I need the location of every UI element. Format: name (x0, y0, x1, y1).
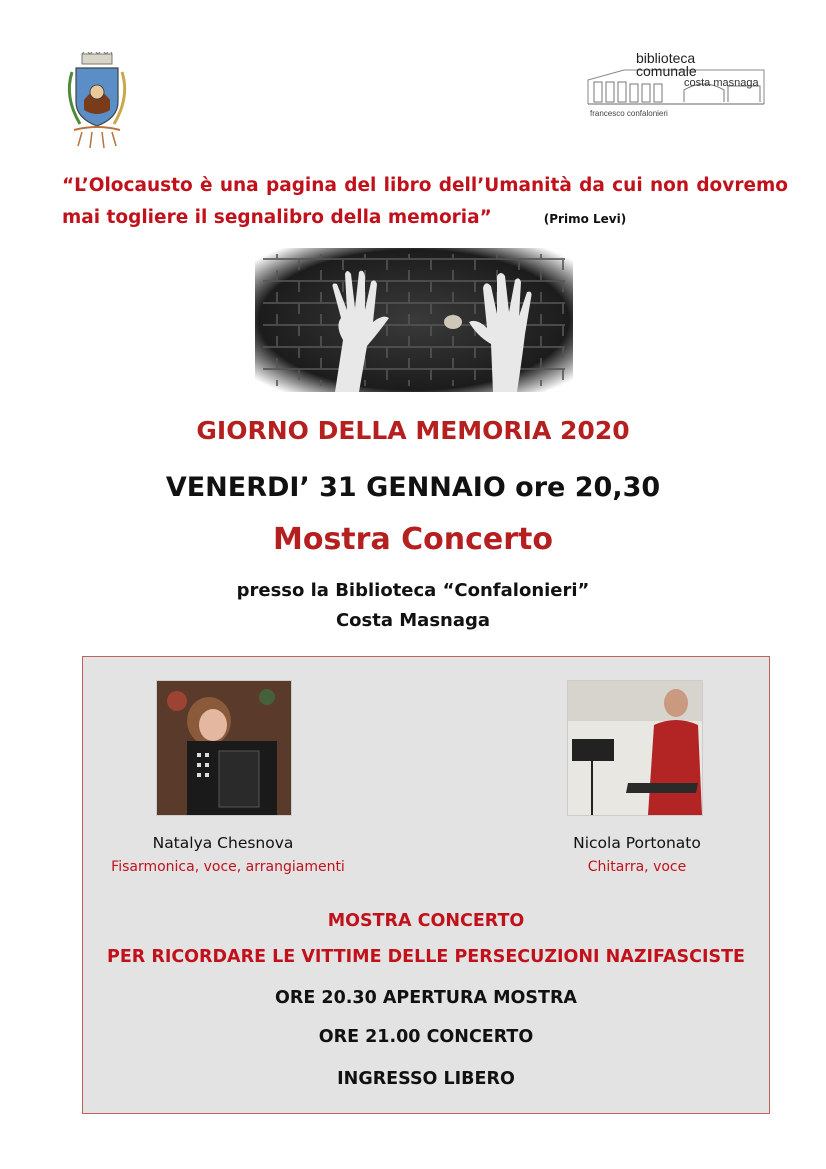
quote-block (62, 170, 788, 235)
performer-name-1: Natalya Chesnova (152, 834, 294, 852)
schedule-exhibition-opening: ORE 20.30 APERTURA MOSTRA (275, 988, 577, 1008)
municipal-crest-logo (62, 52, 132, 152)
logo-line-1: biblioteca (636, 50, 696, 66)
logo-line-4: francesco confalonieri (590, 109, 668, 118)
logo-line-3: costa masnaga (684, 77, 759, 89)
performer-photo-accordionist (156, 680, 292, 816)
event-type: Mostra Concerto (272, 522, 553, 557)
library-logo (584, 46, 778, 126)
venue-line-1: presso la Biblioteca “Confalonieri” (236, 580, 590, 601)
venue-line-2: Costa Masnaga (335, 610, 491, 631)
quote-author: (Primo Levi) (543, 212, 627, 226)
event-date: VENERDI’ 31 GENNAIO ore 20,30 (165, 472, 661, 503)
performer-photo-guitarist (567, 680, 703, 816)
performer-name-2: Nicola Portonato (573, 834, 701, 852)
box-subtitle: PER RICORDARE LE VITTIME DELLE PERSECUZIONI NAZIFASCISTE (107, 947, 745, 967)
quote-text: “L’Olocausto è una pagina del libro dell’Umanità da cui non dovremo mai togliere il segnalibro della memoria” (62, 175, 788, 228)
box-title: MOSTRA CONCERTO (327, 911, 525, 931)
info-box (82, 656, 770, 1114)
performer-role-1: Fisarmonica, voce, arrangiamenti (111, 859, 345, 875)
free-entry-note: INGRESSO LIBERO (337, 1069, 515, 1089)
logo-line-2: comunale (636, 63, 697, 79)
event-title: GIORNO DELLA MEMORIA 2020 (196, 416, 630, 445)
performer-role-2: Chitarra, voce (587, 859, 687, 875)
schedule-concert: ORE 21.00 CONCERTO (318, 1027, 534, 1047)
hero-image-hands-wall (255, 248, 573, 392)
